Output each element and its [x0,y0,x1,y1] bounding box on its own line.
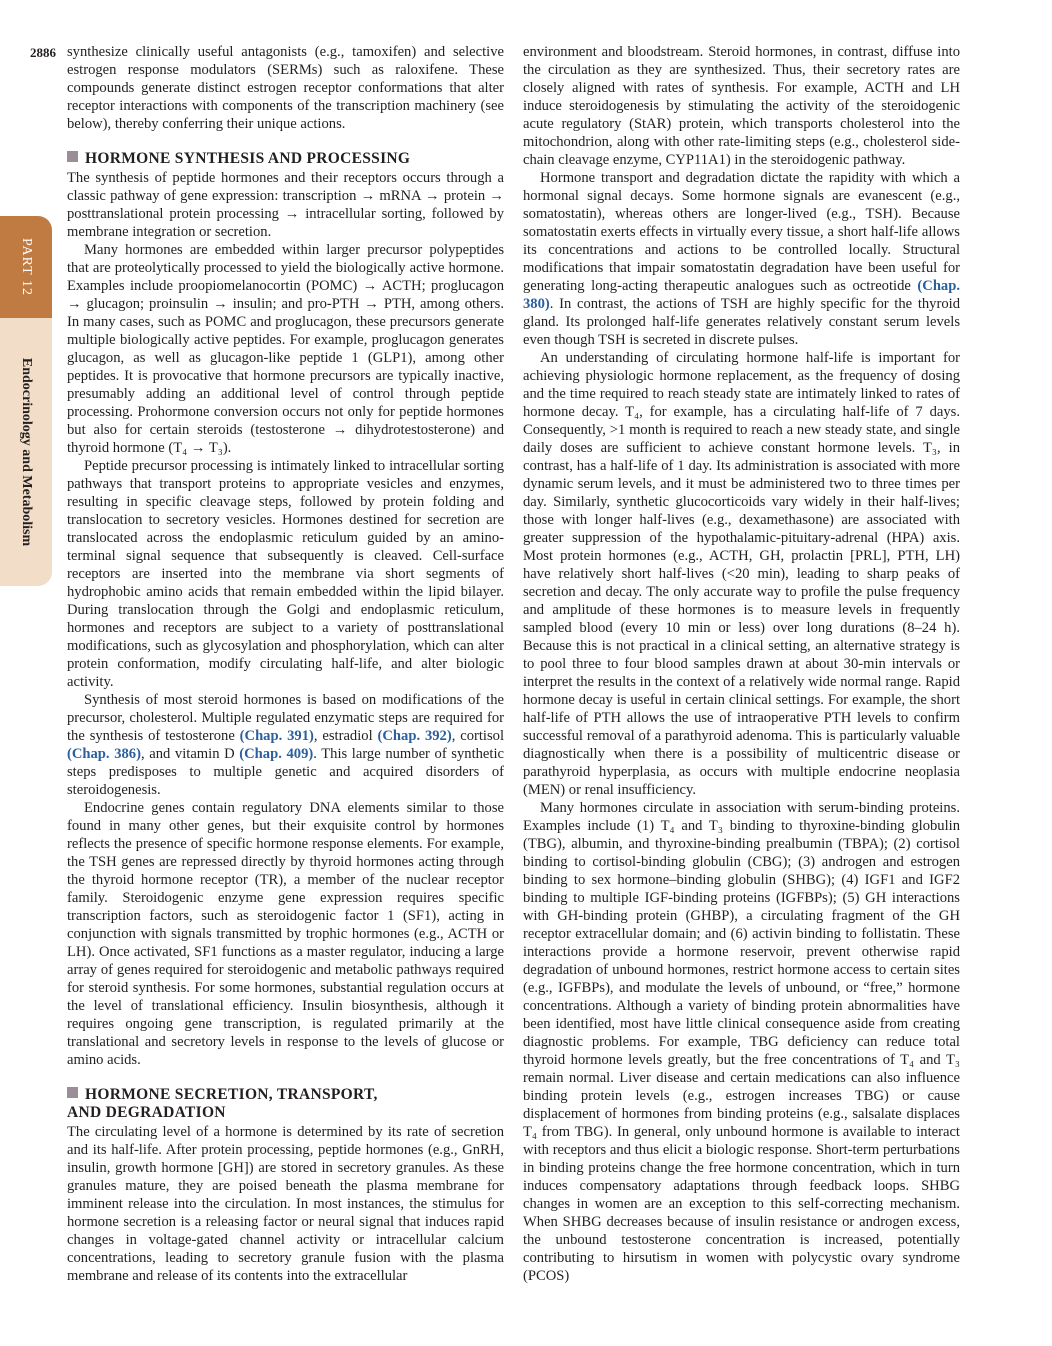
side-tab-section-label: Endocrinology and Metabolism [19,357,34,547]
side-tab [0,216,52,586]
paragraph: synthesize clinically useful antagonists (e.g., tamoxifen) and selective estrogen response modulators (SERMs) such as raloxifene. These compounds generate distinct estrogen receptor conformations that alter receptor interactions with components of the transcription machinery (see below), thereby conferring their unique actions. [67,44,504,132]
left-column [67,43,504,1285]
side-tab-part-label: PART 12 [19,238,34,296]
paragraph: Peptide precursor processing is intimately linked to intracellular sorting pathways that transport proteins to appropriate vesicles and enzymes, resulting in specific cleavage steps, followed by protein folding and translocation to secretory vesicles. Hormones destined for secretion are translocated across the endoplasmic reticulum guided by an amino-terminal signal sequence that subsequently is cleaved. Cell-surface receptors are inserted into the membrane via short segments of hydrophobic amino acids that remain embedded within the lipid bilayer. During translocation through the Golgi and endoplasmic reticulum, hormones and receptors are subject to a variety of posttranslational modifications, such as glycosylation and phosphorylation, which can alter protein conformation, modify circulating half-life, and alter biologic activity. [67,458,504,690]
chapter-link[interactable]: (Chap. 391) [239,728,314,744]
heading-square-icon [67,151,78,162]
text-run: , cortisol [451,728,505,744]
right-column [523,43,960,1285]
side-tab-part [0,216,52,318]
heading-text: HORMONE SECRETION, TRANSPORT, [85,1086,378,1103]
chapter-link[interactable]: (Chap. 392) [377,728,452,744]
paragraph: environment and bloodstream. Steroid hormones, in contrast, diffuse into the circulation as they are synthesized. Thus, their secretory rates are closely aligned with rates of synthesis. For example, ACTH and LH induce steroidogenesis by stimulating the activity of the steroidogenic acute regulatory (StAR) protein, which transports cholesterol into the mitochondrion, along with other rate-limiting steps (e.g., cholesterol side-chain cleavage enzyme, CYP11A1) in the steroidogenic pathway. [523,44,960,168]
paragraph: The circulating level of a hormone is determined by its rate of secretion and its half-life. After protein processing, peptide hormones (e.g., GnRH, insulin, growth hormone [GH]) are stored in secretory granules. As these granules mature, they are poised beneath the plasma membrane for imminent release into the circulation. In most instances, the stimulus for hormone secretion is a releasing factor or neural signal that induces rapid changes in voltage-gated channel activity or intracellular calcium concentrations, leading to secretory granule fusion with the plasma membrane and release of its contents into the extracellular [67,1124,504,1284]
chapter-link[interactable]: (Chap. 380) [523,278,960,312]
paragraph: The synthesis of peptide hormones and their receptors occurs through a classic pathway of gene expression: transcription → mRNA → protein → posttranslational protein processing → intracellular sorting, followed by membrane integration or secretion. [67,170,504,240]
text-run: , estradiol [313,728,378,744]
section-heading [67,1086,504,1122]
paragraph: An understanding of circulating hormone half-life is important for achieving physiologic hormone replacement, as the frequency of dosing and the time required to reach steady state are intimately linked to rates of hormone decay. T₄, for example, has a circulating half-life of 7 days. Consequently, >1 month is required to reach a new steady state, and single daily doses are sufficient to achieve constant hormone levels. T₃, in contrast, has a half-life of 1 day. Its administration is associated with more dynamic serum levels, and it must be administered two to three times per day. Similarly, synthetic glucocorticoids vary widely in their half-lives; those with longer half-lives (e.g., dexamethasone) are associated with greater suppression of the hypothalamic-pituitary-adrenal (HPA) axis. Most protein hormones (e.g., ACTH, GH, prolactin [PRL], PTH, LH) have relatively short half-lives (<20 min), leading to sharp peaks of secretion and decay. The only accurate way to profile the pulse frequency and amplitude of these hormones is to measure levels in frequently sampled blood (every 10 min or less) over long durations (8–24 h). Because this is not practical in a clinical setting, an alternative strategy is to pool three to four blood samples drawn at about 30-min intervals or interpret the results in the context of a relatively wide normal range. Rapid hormone decay is useful in certain clinical settings. For example, the short half-life of PTH allows the use of intraoperative PTH levels to confirm successful removal of a parathyroid adenoma. This is particularly valuable diagnostically when there is a possibility of multicentric disease or parathyroid hyperplasia, as occurs with multiple endocrine neoplasia (MEN) or renal insufficiency. [523,350,960,798]
paragraph: Many hormones circulate in association with serum-binding proteins. Examples include (1) T₄ and T₃ binding to thyroxine-binding globulin (TBG), albumin, and thyroxine-binding prealbumin (TBPA); (2) cortisol binding to cortisol-binding globulin (CBG); (3) androgen and estrogen binding to sex hormone–binding globulin (SHBG); (4) IGF1 and IGF2 binding to multiple IGF-binding proteins (IGFBPs); (5) GH interactions with GH-binding protein (GHBP), a circulating fragment of the GH receptor extracellular domain; and (6) activin binding to follistatin. These interactions provide a hormone reservoir, prevent otherwise rapid degradation of unbound hormones, restrict hormone access to certain sites (e.g., IGFBPs), and modulate the levels of unbound, or “free,” hormone concentrations. Although a variety of binding protein abnormalities have been identified, most have little clinical consequence aside from creating diagnostic problems. For example, TBG deficiency can reduce total thyroid hormone levels greatly, but the free concentrations of T₄ and T₃ remain normal. Liver disease and certain medications can also influence binding protein levels (e.g., estrogen increases TBG) or cause displacement of hormones from binding proteins (e.g., salsalate displaces T₄ from TBG). In general, only unbound hormone is available to interact with receptors and thus elicit a biologic response. Short-term perturbations in binding proteins change the free hormone concentration, which in turn induces compensatory adaptations through feedback loops. SHBG changes in women are an exception to this self-correcting mechanism. When SHBG decreases because of insulin resistance or androgen excess, the unbound testosterone concentration is increased, potentially contributing to hirsutism in women with polycystic ovary syndrome (PCOS) [523,800,960,1284]
chapter-link[interactable]: (Chap. 386) [67,746,141,762]
text-run: Hormone transport and degradation dictate the rapidity with which a hormonal signal decays. Some hormone signals are evanescent (e.g., somatostatin), whereas others are longer-lived (e.g., TSH). Because somatostatin exerts effects in virtually every tissue, a short half-life allows its concentrations and actions to be controlled locally. Structural modifications that impair somatostatin degradation have been useful for generating long-acting therapeutic analogues such as octreotide [523,170,960,294]
chapter-link[interactable]: (Chap. 409) [239,746,314,762]
paragraph: Endocrine genes contain regulatory DNA elements similar to those found in many other genes, but their exquisite control by hormones reflects the presence of specific hormone response elements. For example, the TSH genes are repressed directly by thyroid hormones acting through the thyroid hormone receptor (TR), a member of the nuclear receptor family. Steroidogenic enzyme gene expression requires specific transcription factors, such as steroidogenic factor 1 (SF1), acting in conjunction with signals transmitted by trophic hormones (e.g., ACTH or LH). Once activated, SF1 functions as a master regulator, inducing a large array of genes required for steroidogenic and metabolic pathways required for steroid synthesis. For some hormones, substantial regulation occurs at the level of translational efficiency. Insulin biosynthesis, although it requires ongoing gene transcription, is regulated primarily at the translational and secretory levels in response to the levels of glucose or amino acids. [67,800,504,1068]
paragraph: Many hormones are embedded within larger precursor polypeptides that are proteolytically processed to yield the biologically active hormone. Examples include proopiomelanocortin (POMC) → ACTH; proglucagon → glucagon; proinsulin → insulin; and pro-PTH → PTH, among others. In many cases, such as POMC and proglucagon, these precursors generate multiple biologically active peptides. For example, proglucagon generates glucagon, as well as glucagon-like peptide 1 (GLP1), among other peptides. It is provocative that hormone precursors are typically inactive, presumably adding an additional level of control through peptide processing. Prohormone conversion occurs not only for peptide hormones but also for certain steroids (testosterone → dihydrotestosterone) and thyroid hormone (T₄ → T₃). [67,242,504,456]
text-run: . In contrast, the actions of TSH are highly specific for the thyroid gland. Its prolonged half-life generates relatively constant serum levels even though TSH is secreted in discrete pulses. [523,296,960,348]
paragraph [67,691,504,799]
side-tab-section [0,318,52,586]
page-number: 2886 [30,45,56,60]
text-run: . This large number of synthetic steps predisposes to multiple genetic and acquired disorders of steroidogenesis. [67,746,504,798]
paragraph [523,169,960,349]
text-run: Synthesis of most steroid hormones is based on modifications of the precursor, cholesterol. Multiple regulated enzymatic steps are required for the synthesis of testosterone [67,692,504,744]
heading-text: AND DEGRADATION [67,1104,226,1121]
section-heading [67,150,504,168]
text-run: , and vitamin D [140,746,240,762]
heading-square-icon [67,1087,78,1098]
heading-text: HORMONE SYNTHESIS AND PROCESSING [85,150,411,167]
